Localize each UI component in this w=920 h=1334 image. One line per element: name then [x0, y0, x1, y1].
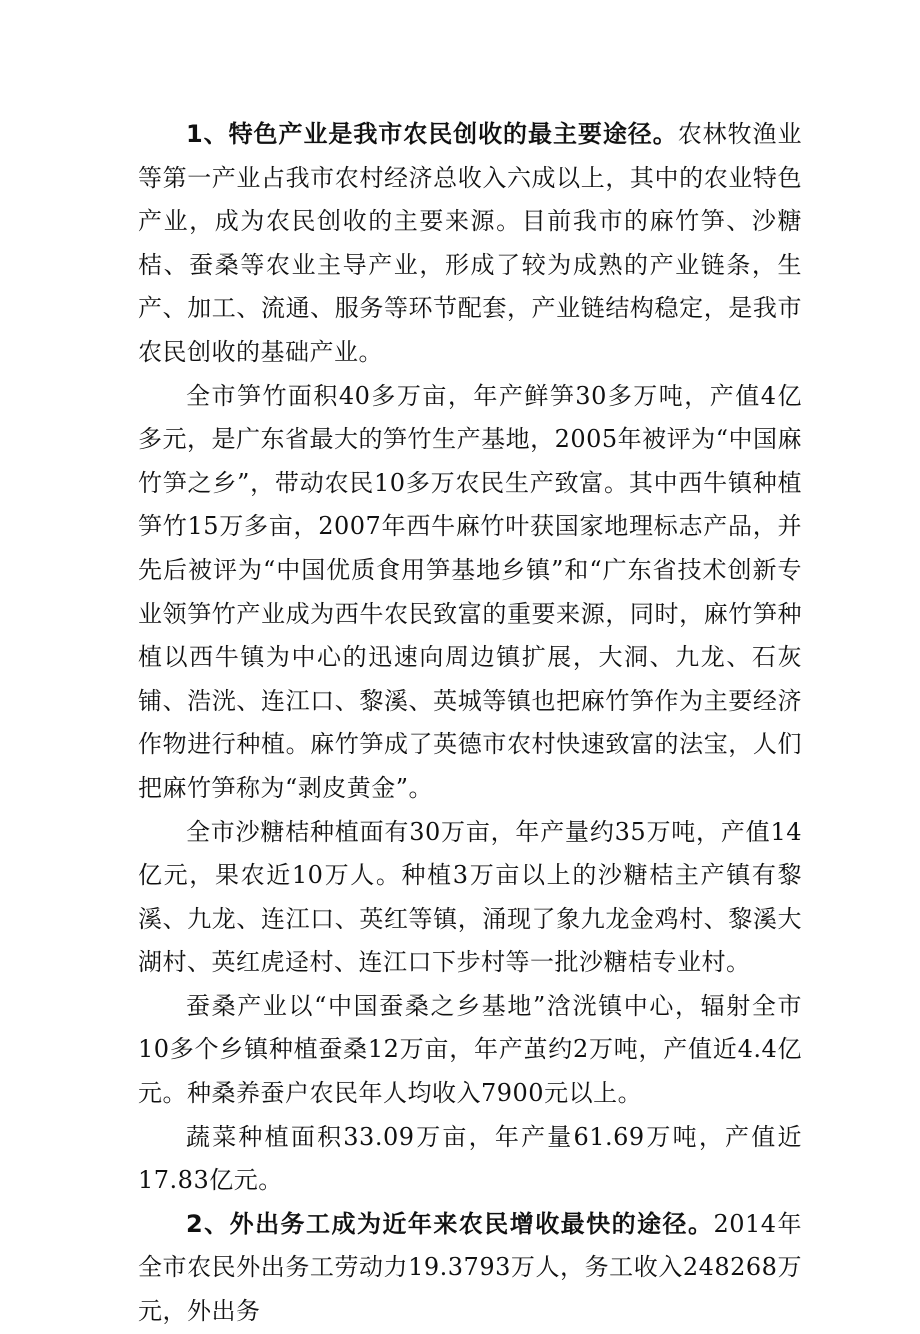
paragraph-6-text: 2014年全市农民外出务工劳动力19.3793万人，务工收入248268万元，外出务	[138, 1209, 802, 1326]
paragraph-2	[138, 375, 802, 811]
paragraph-1-heading: 1、特色产业是我市农民创收的最主要途径。	[186, 120, 678, 148]
paragraph-3-text: 全市沙糖桔种植面有30万亩，年产量约35万吨，产值14亿元，果农近10万人。种植3万亩以上的沙糖桔主产镇有黎溪、九龙、连江口、英红等镇，涌现了象九龙金鸡村、黎溪大湖村、英红虎迳村、连江口下步村等一批沙糖桔专业村。	[138, 817, 802, 977]
document-body	[138, 113, 802, 1334]
paragraph-5-text: 蔬菜种植面积33.09万亩，年产量61.69万吨，产值近17.83亿元。	[138, 1122, 802, 1195]
paragraph-1-text: 农林牧渔业等第一产业占我市农村经济总收入六成以上，其中的农业特色产业，成为农民创收的主要来源。目前我市的麻竹笋、沙糖桔、蚕桑等农业主导产业，形成了较为成熟的产业链条，生产、加工、流通、服务等环节配套，产业链结构稳定，是我市农民创收的基础产业。	[138, 120, 803, 366]
paragraph-6	[138, 1203, 802, 1334]
paragraph-4-text: 蚕桑产业以“中国蚕桑之乡基地”浛洸镇中心，辐射全市10多个乡镇种植蚕桑12万亩，年产茧约2万吨，产值近4.4亿元。种桑养蚕户农民年人均收入7900元以上。	[138, 991, 802, 1108]
paragraph-2-text: 全市笋竹面积40多万亩，年产鲜笋30多万吨，产值4亿多元，是广东省最大的笋竹生产基地，2005年被评为“中国麻竹笋之乡”，带动农民10多万农民生产致富。其中西牛镇种植笋竹15万多亩，2007年西牛麻竹叶获国家地理标志产品，并先后被评为“中国优质食用笋基地乡镇”和“广东省技术创新专业领笋竹产业成为西牛农民致富的重要来源，同时，麻竹笋种植以西牛镇为中心的迅速向周边镇扩展，大洞、九龙、石灰铺、浩洸、连江口、黎溪、英城等镇也把麻竹笋作为主要经济作物进行种植。麻竹笋成了英德市农村快速致富的法宝，人们把麻竹笋称为“剥皮黄金”。	[138, 381, 802, 802]
paragraph-6-heading: 2、外出务工成为近年来农民增收最快的途径。	[186, 1209, 714, 1238]
paragraph-3	[138, 811, 802, 985]
paragraph-5	[138, 1116, 802, 1203]
paragraph-1	[138, 113, 802, 375]
paragraph-4	[138, 985, 802, 1116]
